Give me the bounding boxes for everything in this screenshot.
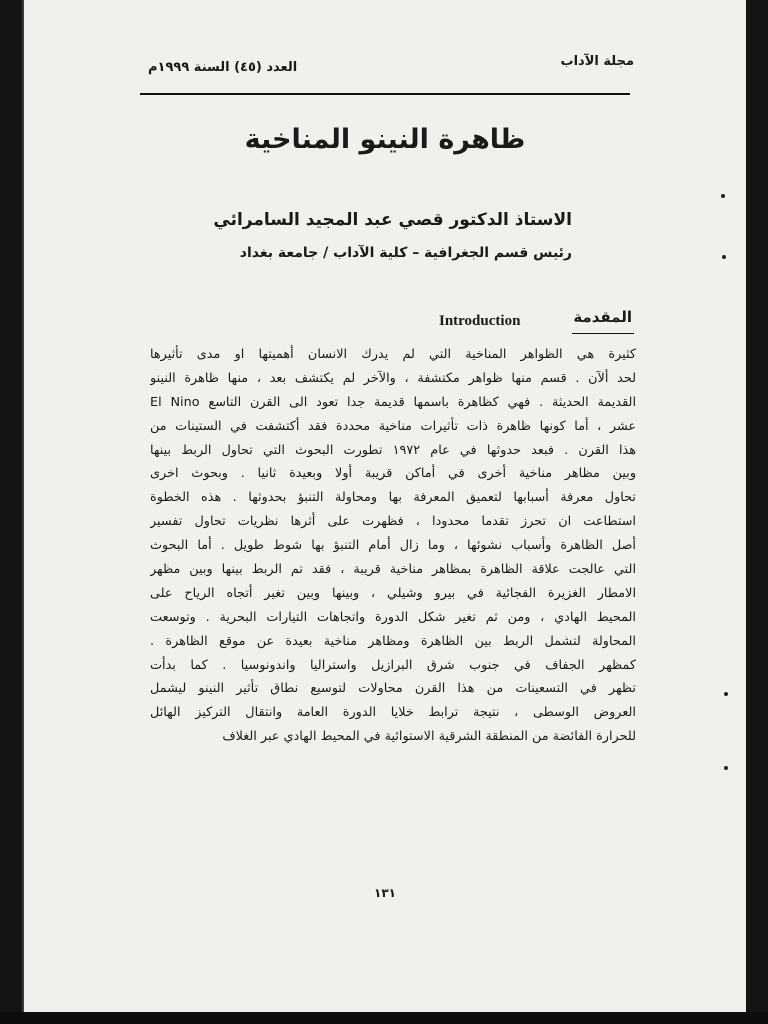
body-line: عشر ، أما كونها ظاهرة ذات تأثيرات مناخية محددة فقد أكتشفت في الستينات من [150, 418, 636, 434]
body-line: المحيط الهادي ، ومن ثم تغير شكل الدورة واتجاهات التيارات البحرية . وتوسعت [150, 609, 636, 625]
section-heading-english: Introduction [439, 313, 521, 329]
body-line: هذا القرن . فبعد حدوثها في عام ١٩٧٢ تطورت البحوث التي تحاول الربط بينها [150, 442, 636, 458]
punch-mark [721, 194, 725, 198]
author-affiliation: رئيس قسم الجغرافية – كلية الآداب / جامعة بغداد [239, 245, 572, 261]
body-line: المحاولة لتشمل الربط بين الظاهرة ومظاهر مناخية بعيدة عن موقع الظاهرة . [150, 633, 636, 649]
section-heading-arabic: المقدمة [573, 308, 632, 326]
body-line: تحاول معرفة أسبابها لتعميق المعرفة بها ومحاولة التنبؤ بحدوثها . هذه الخطوة [150, 490, 636, 506]
punch-mark [724, 692, 728, 696]
author-name: الاستاذ الدكتور قصي عبد المجيد السامرائي [213, 210, 572, 230]
punch-mark [722, 255, 726, 259]
section-heading-underline [572, 333, 634, 334]
page-number: ١٣١ [374, 886, 396, 900]
body-line: أصل الظاهرة وأسباب نشوئها ، وما زال أمام التنبؤ بها شوط طويل . أما البحوث [150, 538, 636, 554]
punch-mark [724, 766, 728, 770]
body-line: القديمة الحديثة . فهي كظاهرة باسمها قديمة جدا تعود الى القرن التاسع El Nino [150, 394, 636, 410]
body-line: الامطار الغزيرة الفجائية في بيرو وشيلي ، وبينها وبين تغير أتجاه الرياح على [150, 585, 636, 601]
journal-name: مجلة الآداب [560, 54, 634, 69]
scan-border [0, 1012, 768, 1024]
header-rule [140, 93, 630, 95]
body-paragraph [150, 343, 636, 749]
body-line: التي عالجت علاقة الظاهرة بمظاهر مناخية قريبة ، فقد تم الربط بينها وبين مظهر [150, 562, 636, 578]
body-line: تظهر في التسعينات من هذا القرن محاولات لتوسيع نطاق تأثير النينو ليشمل [150, 681, 636, 697]
issue-info: العدد (٤٥) السنة ١٩٩٩م [148, 60, 298, 75]
body-line: العروض الوسطى ، نتيجة ترابط خلايا الدورة العامة وانتقال التركيز الهائل [150, 705, 636, 721]
body-line: لحد ألآن . قسم منها ظواهر مكتشفة ، والآخر لم يكتشف بعد ، منها ظاهرة النينو [150, 370, 636, 386]
article-title: ظاهرة النينو المناخية [244, 124, 526, 155]
body-line: استطاعت ان تحرز تقدما محدودا ، فظهرت على أثرها نظريات تحاول تفسير [150, 514, 636, 530]
body-line: وبين مظاهر مناخية أخرى في أماكن قريبة أولا وبعيدة ثانيا . وبحوث اخرى [150, 466, 636, 482]
body-line: كمظهر الجفاف في جنوب شرق البرازيل واستراليا واندونوسيا . كما بدأت [150, 657, 636, 673]
document-page [22, 0, 746, 1012]
body-line: للحرارة الفائضة من المنطقة الشرقية الاستوائية في المحيط الهادي عبر الغلاف [222, 729, 636, 745]
body-line: كثيرة هي الظواهر المناخية التي لم يدرك الانسان أهميتها او مدى تأثيرها [150, 347, 636, 362]
